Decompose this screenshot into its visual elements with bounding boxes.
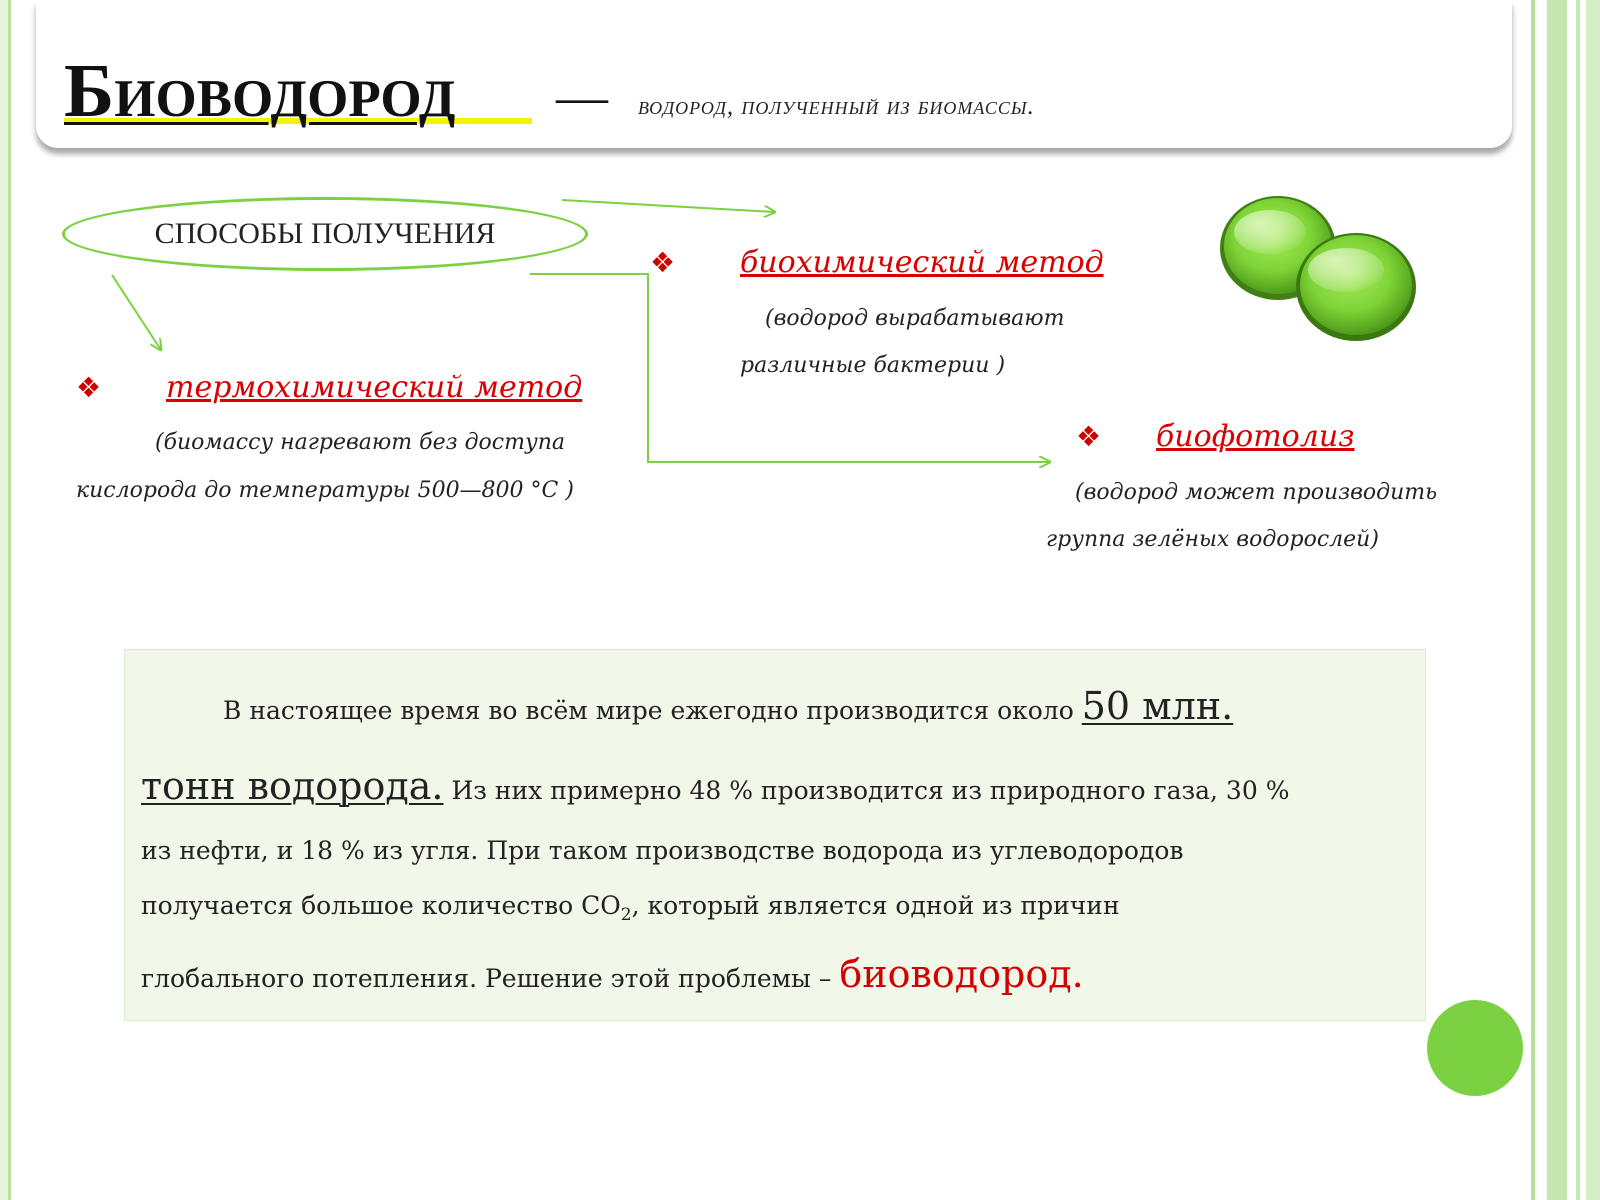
bullet-icon: ❖ xyxy=(650,246,676,279)
title-dash: — xyxy=(556,69,608,126)
info-text: , который является одной из причин xyxy=(631,891,1120,920)
method-biochemical: биохимический метод xyxy=(740,245,1104,280)
info-text: получается большое количество CO xyxy=(141,891,621,920)
info-line-4 xyxy=(141,886,1120,935)
info-text: глобального потепления. Решение этой проблемы – xyxy=(141,964,832,993)
methods-label: СПОСОБЫ ПОЛУЧЕНИЯ xyxy=(154,217,496,250)
method-biophotolysis-desc-2: группа зелёных водорослей) xyxy=(1046,527,1379,552)
method-thermochemical: термохимический метод xyxy=(166,370,583,405)
info-text: Из них примерно 48 % производится из природного газа, 30 % xyxy=(451,776,1290,805)
info-line-1 xyxy=(223,686,1233,731)
arrow-to-biochemical xyxy=(562,200,775,212)
methods-label-oval xyxy=(62,197,588,271)
method-biochemical-desc-1: (водород вырабатывают xyxy=(765,306,1065,331)
info-text: В настоящее время во всём мире ежегодно производится около xyxy=(223,696,1074,725)
info-box xyxy=(124,649,1426,1021)
info-line-2 xyxy=(141,766,1289,811)
green-spheres-icon xyxy=(1212,190,1432,360)
info-text: из нефти, и 18 % из угля. При таком производстве водорода из углеводородов xyxy=(141,836,1184,865)
info-highlight-amount: 50 млн. xyxy=(1081,684,1234,728)
page-subtitle: водород, полученный из биомассы. xyxy=(638,93,1035,120)
info-highlight-unit: тонн водорода. xyxy=(141,764,444,808)
info-line-3 xyxy=(141,831,1183,871)
info-highlight-answer: биоводород. xyxy=(839,952,1084,996)
co2-subscript: 2 xyxy=(620,905,632,925)
method-biophotolysis-desc-1: (водород может производить xyxy=(1075,480,1438,505)
bullet-icon: ❖ xyxy=(1076,420,1102,453)
method-thermochemical-desc-1: (биомассу нагревают без доступа xyxy=(155,430,566,455)
page-title: Биоводород xyxy=(64,49,456,133)
method-biochemical-desc-2: различные бактерии ) xyxy=(740,353,1006,378)
arrow-to-thermochemical xyxy=(112,275,161,350)
decorative-circle xyxy=(1427,1000,1523,1096)
method-biophotolysis: биофотолиз xyxy=(1156,419,1355,454)
info-line-5 xyxy=(141,954,1084,999)
method-thermochemical-desc-2: кислорода до температуры 500—800 °C ) xyxy=(76,478,574,503)
bullet-icon: ❖ xyxy=(76,371,102,404)
